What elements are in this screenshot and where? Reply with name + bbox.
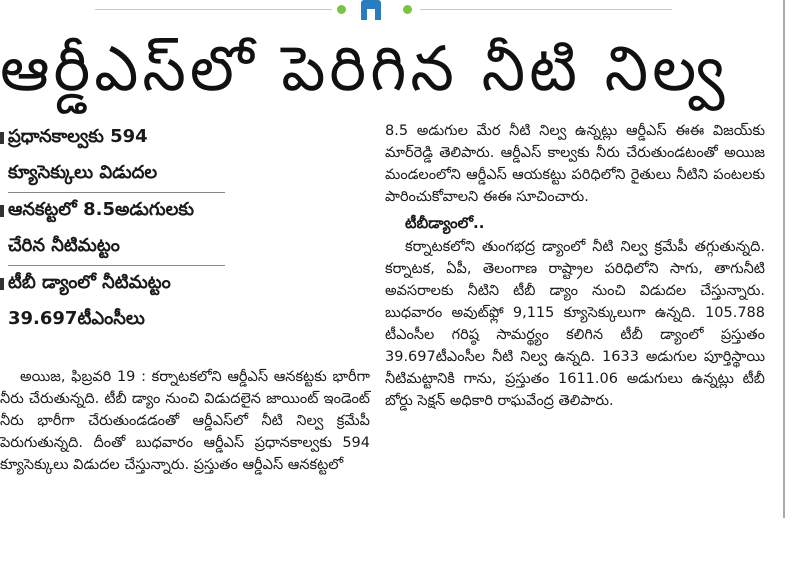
bullet-marker xyxy=(0,132,4,144)
highlight-line: ప్రధానకాల్వకు 594 xyxy=(8,126,148,147)
publication-logo-icon xyxy=(361,0,381,20)
top-rule-left xyxy=(95,9,332,10)
top-rule-right xyxy=(420,9,672,10)
column-divider xyxy=(783,0,785,518)
highlight-item xyxy=(0,266,225,338)
highlight-line: ఆనకట్టలో 8.5అడుగులకు xyxy=(8,199,195,220)
article-column-right xyxy=(385,120,765,416)
bullet-marker xyxy=(0,278,4,290)
highlight-line: క్యూసెక్కులు విడుదల xyxy=(8,156,225,193)
section-subheading: టీబీడ్యాంలో.. xyxy=(405,214,485,232)
article-paragraph: 8.5 అడుగుల మేర నీటి నిల్వ ఉన్నట్లు ఆర్డీఎస్ ఈఈ విజయ్‌కు మార్‌రెడ్డి తెలిపారు. ఆర్డీఎస్ కాల్వకు నీరు చేరుతుండటంతో అయిజ మండలంలోని ఆర్డీఎస్ ఆయకట్టు పరిధిలోని రైతులు నీటిని పంటలకు పారించుకోవాలని ఈఈ సూచించారు. xyxy=(385,123,765,205)
article-headline: ఆర్డీఎస్‌లో పెరిగిన నీటి నిల్వ xyxy=(0,32,729,105)
highlight-item xyxy=(0,120,225,193)
green-dot-left xyxy=(337,5,346,14)
green-dot-right xyxy=(403,5,412,14)
highlight-line: 39.697టీఎంసీలు xyxy=(8,308,145,329)
highlight-line: టీబీ డ్యాంలో నీటిమట్టం xyxy=(8,272,171,293)
article-paragraph: కర్నాటకలోని తుంగభద్ర డ్యాంలో నీటి నిల్వ క్రమేపీ తగ్గుతున్నది. కర్నాటక, ఏపీ, తెలంగాణ రాష్ట్రాల పరిధిలోని సాగు, తాగునీటి అవసరాలకు నీటిని టీబీ డ్యాం నుంచి విడుదల చేస్తున్నారు. బుధవారం అవుట్‌ఫ్లో 9,115 క్యూసెక్కులుగా ఉన్నది. 105.788 టీఎంసీల గరిష్ఠ సామర్థ్యం కలిగిన టీబీ డ్యాంలో ప్రస్తుతం 39.697టీఎంసీల నీటి నిల్వ ఉన్నది. 1633 అడుగుల పూర్తిస్థాయి నీటిమట్టానికి గాను, ప్రస్తుతం 1611.06 అడుగులు ఉన్నట్లు టీబీ బోర్డు సెక్షన్ అధికారి రాఘవేంద్ర తెలిపారు. xyxy=(385,239,765,409)
article-column-left xyxy=(0,366,370,480)
article-paragraph: అయిజ, ఫిబ్రవరి 19 : కర్నాటకలోని ఆర్డీఎస్ ఆనకట్టకు భారీగా నీరు చేరుతున్నది. టీబీ డ్యాం నుంచి విడుదలైన జాయింట్ ఇండెంట్ నీరు భారీగా చేరుతుండడంతో ఆర్డీఎస్‌లో నీటి నిల్వ క్రమేపీ పెరుగుతున్నది. దీంతో బుధవారం ఆర్డీఎస్ ప్రధానకాల్వకు 594 క్యూసెక్కులు విడుదల చేస్తున్నారు. ప్రస్తుతం ఆర్డీఎస్ ఆనకట్టలో xyxy=(0,369,370,473)
bullet-marker xyxy=(0,205,4,217)
highlight-item xyxy=(0,193,225,266)
highlights-box xyxy=(0,120,225,338)
highlight-line: చేరిన నీటిమట్టం xyxy=(8,229,225,266)
